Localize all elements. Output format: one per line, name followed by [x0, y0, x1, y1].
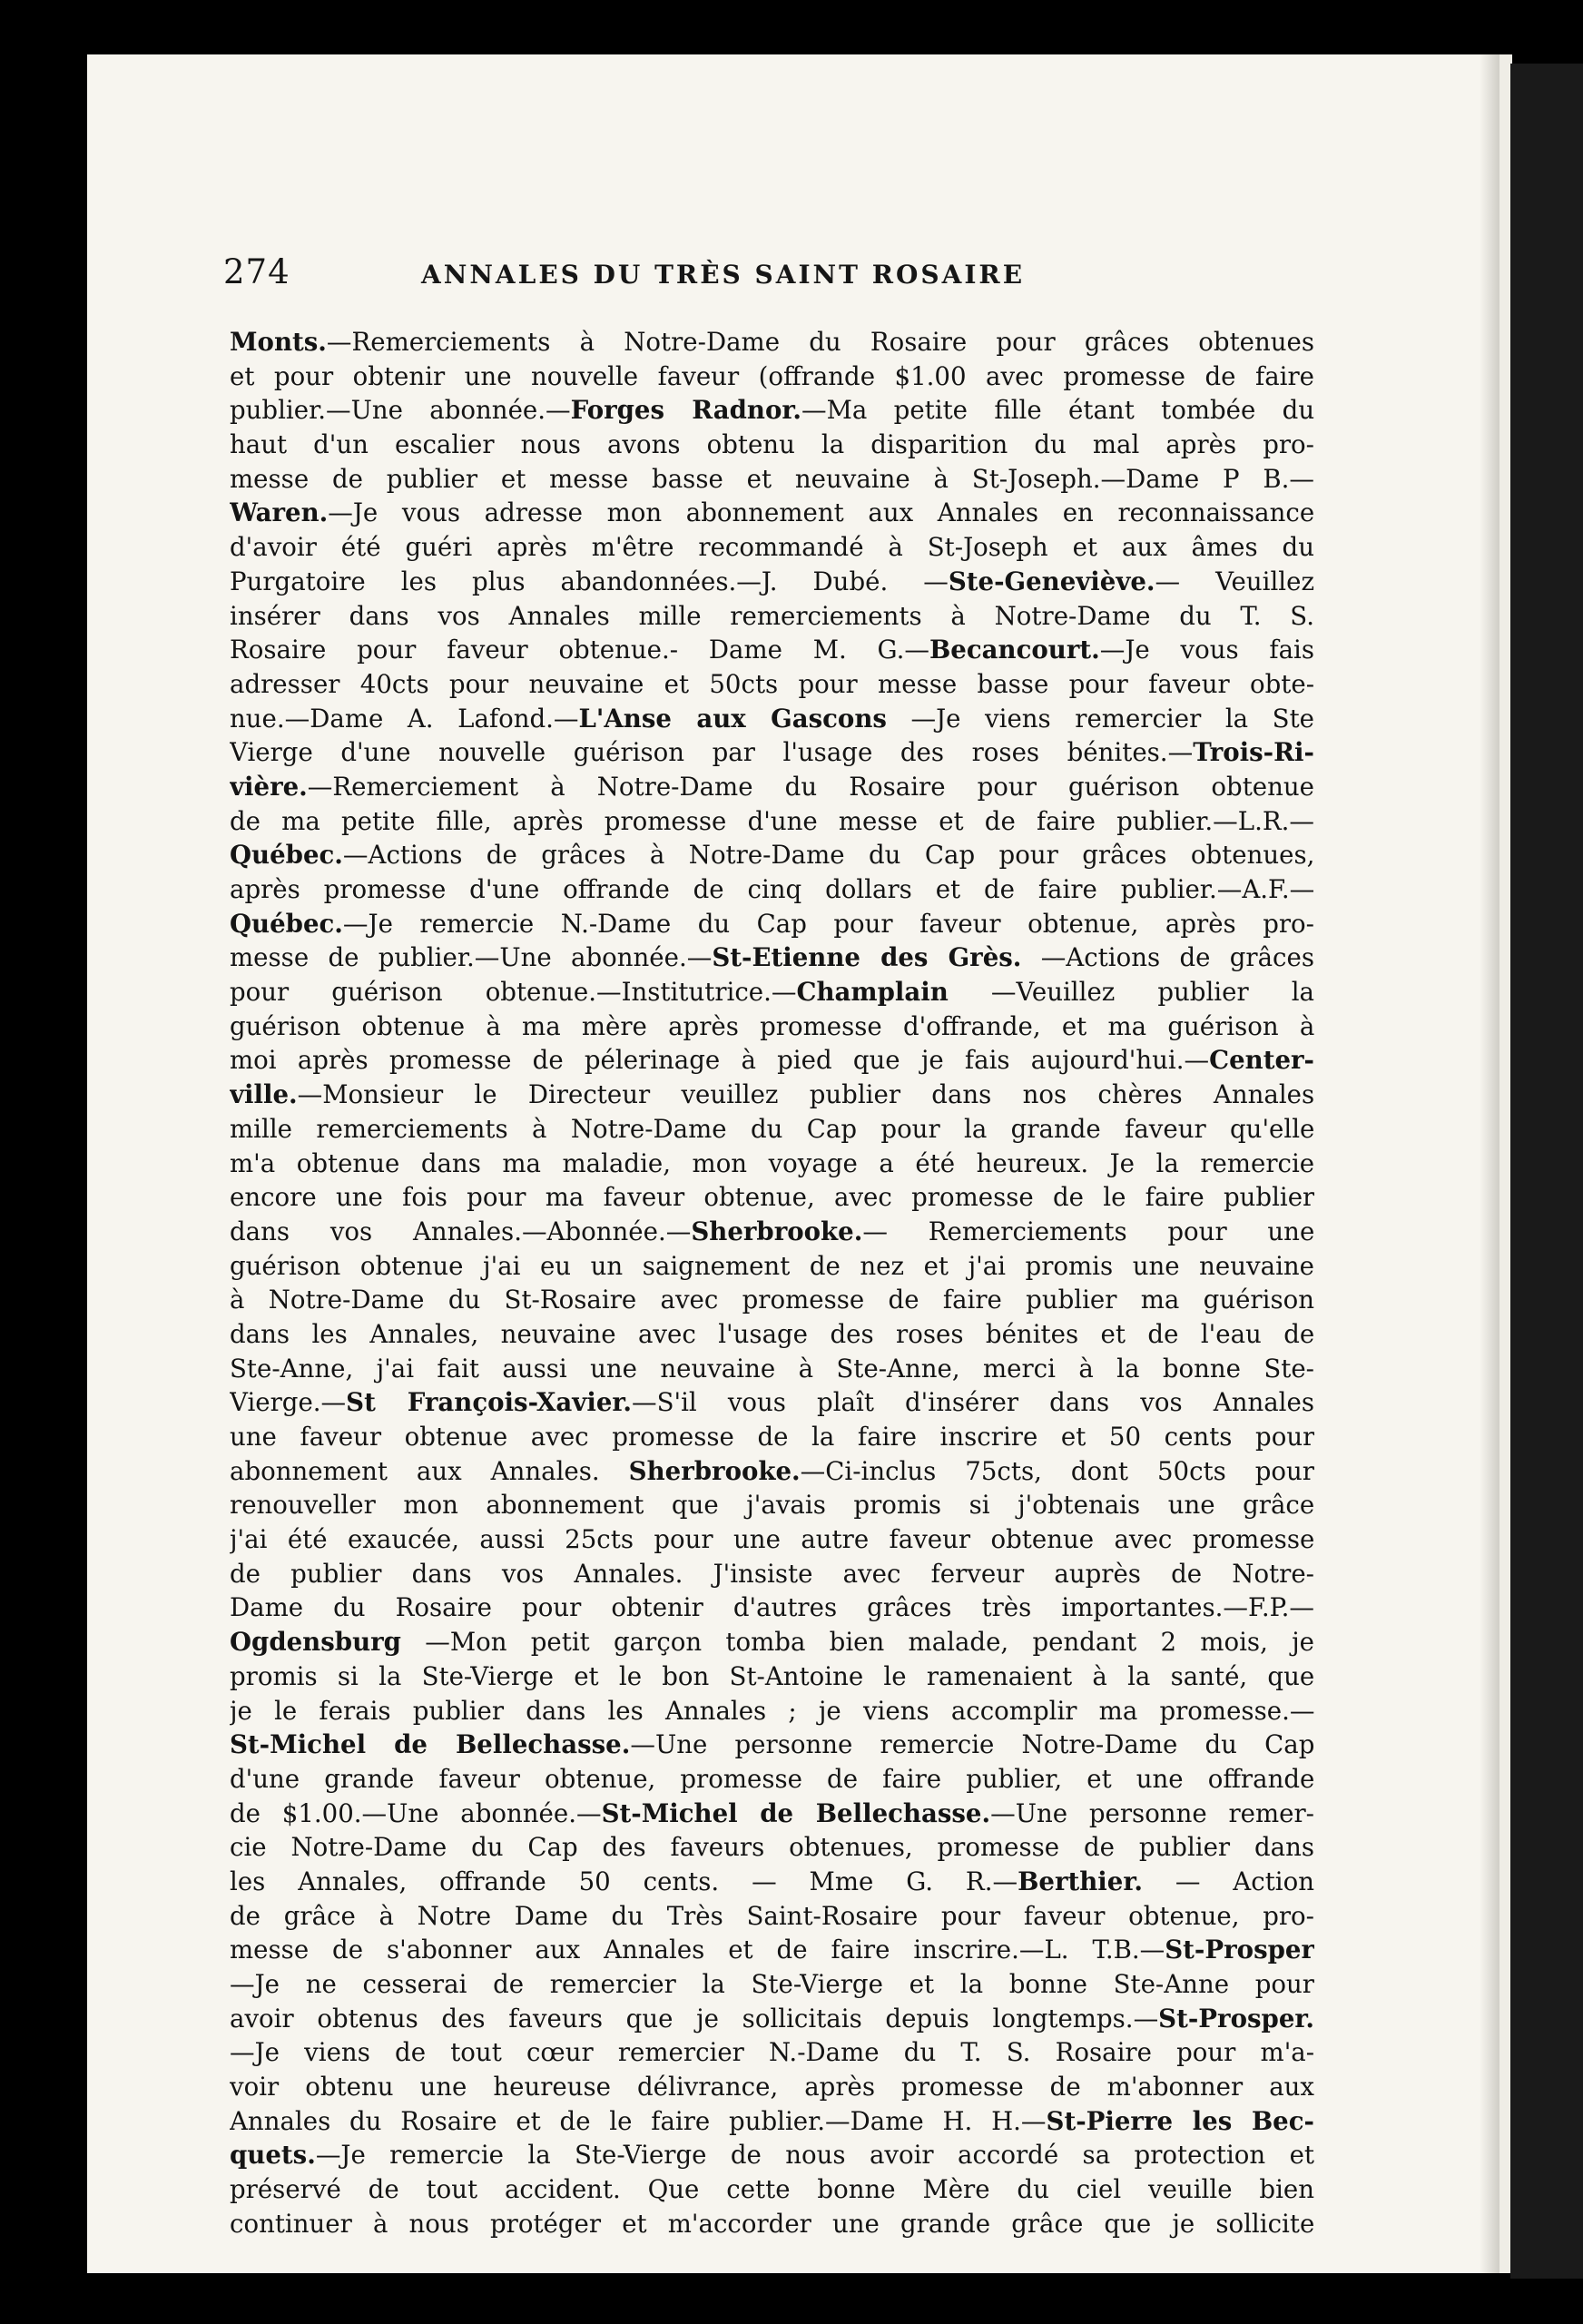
text-line: [230, 975, 1314, 1009]
text-run: Vierge d'une nouvelle guérison par l'usage des roses bénites.—: [230, 737, 1194, 768]
text-run: —Monsieur le Directeur veuillez publier dans nos chères Annales: [297, 1079, 1314, 1110]
text-line: [230, 462, 1314, 497]
page-edge-shadow: [1480, 54, 1499, 2273]
text-run: —Je remercie N.-Dame du Cap pour faveur obtenue, après pro-: [342, 908, 1314, 939]
text-line: [230, 1317, 1314, 1352]
text-run: abonnement aux Annales.: [230, 1455, 629, 1486]
text-run: —Une personne remercie Notre-Dame du Cap: [630, 1729, 1314, 1760]
text-line: [230, 2002, 1314, 2036]
text-run: m'a obtenue dans ma maladie, mon voyage a été heureux. Je la remercie: [230, 1147, 1314, 1178]
text-run: Vierge.—: [230, 1387, 347, 1418]
text-run: préservé de tout accident. Que cette bonne Mère du ciel veuille bien: [230, 2174, 1314, 2205]
text-run: de publier dans vos Annales. J'insiste avec ferveur auprès de Notre-: [230, 1558, 1314, 1589]
text-line: [230, 2035, 1314, 2070]
text-line: [230, 633, 1314, 667]
text-run: continuer à nous protéger et m'accorder une grande grâce que je sollicite: [230, 2208, 1314, 2239]
text-run: et pour obtenir une nouvelle faveur (offrande $1.00 avec promesse de faire: [230, 360, 1314, 391]
page-header: [223, 252, 1313, 316]
place-name: St-Michel de Bellechasse.: [601, 1797, 991, 1828]
place-name: St François-Xavier.: [346, 1387, 632, 1418]
text-line: [230, 1865, 1314, 1899]
text-run: —Remerciements à Notre-Dame du Rosaire pour grâces obtenues: [326, 327, 1314, 357]
text-line: [230, 565, 1314, 599]
body-text: [230, 325, 1314, 2241]
text-run: de ma petite fille, après promesse d'une messe et de faire publier.—L.R.—: [230, 805, 1314, 836]
text-line: [230, 1899, 1314, 1934]
text-run: Rosaire pour faveur obtenue.- Dame M. G.—: [230, 635, 929, 665]
text-run: une faveur obtenue avec promesse de la faire inscrire et 50 cents pour: [230, 1422, 1314, 1452]
text-run: de grâce à Notre Dame du Très Saint-Rosaire pour faveur obtenue, pro-: [230, 1900, 1314, 1931]
place-name: Waren.: [230, 497, 329, 528]
text-line: [230, 1694, 1314, 1728]
text-line: [230, 838, 1314, 872]
text-line: [230, 940, 1314, 975]
scan-border: [1510, 64, 1583, 2279]
text-line: [230, 1590, 1314, 1625]
text-run: insérer dans vos Annales mille remerciements à Notre-Dame du T. S.: [230, 600, 1314, 631]
text-run: adresser 40cts pour neuvaine et 50cts pour messe basse pour faveur obte-: [230, 668, 1314, 699]
place-name: Berthier.: [1018, 1866, 1143, 1896]
text-run: messe de publier et messe basse et neuvaine à St-Joseph.—Dame P B.—: [230, 463, 1314, 494]
text-run: —Je vous adresse mon abonnement aux Annales en reconnaissance: [328, 497, 1314, 528]
text-line: [230, 1249, 1314, 1284]
text-run: —Je ne cesserai de remercier la Ste-Vierge et la bonne Ste-Anne pour: [230, 1969, 1314, 1999]
text-line: [230, 2138, 1314, 2172]
place-name: Sherbrooke.: [628, 1455, 801, 1486]
text-line: [230, 1147, 1314, 1181]
text-line: [230, 530, 1314, 565]
text-line: [230, 1180, 1314, 1215]
text-run: à Notre-Dame du St-Rosaire avec promesse de faire publier ma guérison: [230, 1285, 1314, 1315]
text-run: messe de s'abonner aux Annales et de faire inscrire.—L. T.B.—: [230, 1935, 1165, 1965]
text-run: haut d'un escalier nous avons obtenu la disparition du mal après pro-: [230, 429, 1314, 460]
text-line: [230, 770, 1314, 804]
text-line: [230, 1112, 1314, 1147]
text-line: [230, 1728, 1314, 1762]
text-line: [230, 393, 1314, 428]
text-line: [230, 1043, 1314, 1078]
place-name: Monts.: [230, 327, 327, 357]
text-line: [230, 735, 1314, 770]
text-line: [230, 1967, 1314, 2002]
text-line: [230, 2070, 1314, 2104]
text-line: [230, 1420, 1314, 1454]
text-line: [230, 1522, 1314, 1557]
place-name: Becancourt.: [929, 635, 1100, 665]
text-line: [230, 1385, 1314, 1420]
text-run: —Actions de grâces à Notre-Dame du Cap pour grâces obtenues,: [342, 840, 1314, 871]
text-run: j'ai été exaucée, aussi 25cts pour une autre faveur obtenue avec promesse: [230, 1524, 1314, 1555]
place-name: Center-: [1209, 1045, 1314, 1076]
place-name: Ste-Geneviève.: [948, 566, 1155, 596]
text-line: [230, 1488, 1314, 1522]
text-line: [230, 2104, 1314, 2139]
place-name: Forges Radnor.: [570, 395, 802, 426]
text-run: Ste-Anne, j'ai fait aussi une neuvaine à Ste-Anne, merci à la bonne Ste-: [230, 1353, 1314, 1384]
text-run: —Veuillez publier la: [948, 977, 1314, 1008]
place-name: St-Etienne des Grès.: [712, 942, 1022, 973]
place-name: St-Michel de Bellechasse.: [230, 1729, 631, 1760]
text-run: —Je viens remercier la Ste: [886, 703, 1314, 734]
text-run: —Je viens de tout cœur remercier N.-Dame du T. S. Rosaire pour m'a-: [230, 2037, 1314, 2068]
text-line: [230, 1009, 1314, 1044]
text-run: mille remerciements à Notre-Dame du Cap pour la grande faveur qu'elle: [230, 1113, 1314, 1144]
place-name: Champlain: [796, 977, 949, 1008]
text-run: voir obtenu une heureuse délivrance, après promesse de m'abonner aux: [230, 2072, 1314, 2102]
text-line: [230, 667, 1314, 702]
text-line: [230, 804, 1314, 839]
place-name: Ogdensburg: [230, 1627, 401, 1658]
text-run: —Je remercie la Ste-Vierge de nous avoir accordé sa protection et: [315, 2140, 1314, 2171]
text-run: —S'il vous plaît d'insérer dans vos Annales: [632, 1387, 1314, 1418]
text-run: guérison obtenue à ma mère après promesse d'offrande, et ma guérison à: [230, 1010, 1314, 1041]
text-line: [230, 496, 1314, 530]
text-run: encore une fois pour ma faveur obtenue, avec promesse de le faire publier: [230, 1182, 1314, 1213]
text-line: [230, 907, 1314, 941]
text-line: [230, 1933, 1314, 1967]
place-name: St-Prosper.: [1158, 2003, 1314, 2034]
text-line: [230, 1078, 1314, 1112]
place-name: St-Pierre les Bec-: [1046, 2105, 1314, 2136]
text-run: d'avoir été guéri après m'être recommandé à St-Joseph et aux âmes du: [230, 532, 1314, 563]
text-run: moi après promesse de pélerinage à pied que je fais aujourd'hui.—: [230, 1045, 1210, 1076]
text-run: je le ferais publier dans les Annales ; je viens accomplir ma promesse.—: [230, 1695, 1314, 1726]
text-run: les Annales, offrande 50 cents. — Mme G. R.—: [230, 1866, 1018, 1896]
text-run: Dame du Rosaire pour obtenir d'autres grâces très importantes.—F.P.—: [230, 1592, 1314, 1623]
text-line: [230, 599, 1314, 634]
text-line: [230, 1797, 1314, 1831]
place-name: Québec.: [230, 840, 343, 871]
text-line: [230, 702, 1314, 736]
text-run: cie Notre-Dame du Cap des faveurs obtenues, promesse de publier dans: [230, 1832, 1314, 1863]
text-run: après promesse d'une offrande de cinq dollars et de faire publier.—A.F.—: [230, 874, 1314, 904]
running-head: ANNALES DU TRÈS SAINT ROSAIRE: [421, 260, 1026, 290]
text-run: —Mon petit garçon tomba bien malade, pendant 2 mois, je: [400, 1627, 1314, 1658]
text-run: renouveller mon abonnement que j'avais promis si j'obtenais une grâce: [230, 1490, 1314, 1521]
text-run: nue.—Dame A. Lafond.—: [230, 703, 579, 734]
text-line: [230, 1557, 1314, 1591]
text-line: [230, 359, 1314, 394]
text-line: [230, 1762, 1314, 1797]
text-run: messe de publier.—Une abonnée.—: [230, 942, 713, 973]
text-run: dans les Annales, neuvaine avec l'usage des roses bénites et de l'eau de: [230, 1318, 1314, 1349]
text-line: [230, 1283, 1314, 1317]
text-run: —Ci-inclus 75cts, dont 50cts pour: [800, 1455, 1314, 1486]
text-line: [230, 2207, 1314, 2241]
text-run: publier.—Une abonnée.—: [230, 395, 571, 426]
text-run: avoir obtenus des faveurs que je sollicitais depuis longtemps.—: [230, 2003, 1159, 2034]
text-run: guérison obtenue j'ai eu un saignement de nez et j'ai promis une neuvaine: [230, 1250, 1314, 1281]
text-run: d'une grande faveur obtenue, promesse de faire publier, et une offrande: [230, 1763, 1314, 1794]
text-run: —Ma petite fille étant tombée du: [801, 395, 1314, 426]
text-line: [230, 1659, 1314, 1694]
place-name: St-Prosper: [1165, 1935, 1314, 1965]
place-name: quets.: [230, 2140, 316, 2171]
text-line: [230, 1215, 1314, 1249]
place-name: L'Anse aux Gascons: [578, 703, 887, 734]
page-number: 274: [223, 252, 290, 291]
place-name: vière.: [230, 771, 308, 802]
text-line: [230, 1830, 1314, 1865]
text-run: —Je vous fais: [1099, 635, 1314, 665]
text-run: promis si la Ste-Vierge et le bon St-Antoine le ramenaient à la santé, que: [230, 1660, 1314, 1691]
text-run: dans vos Annales.—Abonnée.—: [230, 1216, 692, 1246]
text-line: [230, 1625, 1314, 1659]
text-line: [230, 428, 1314, 462]
text-run: Purgatoire les plus abandonnées.—J. Dubé. —: [230, 566, 949, 596]
text-line: [230, 325, 1314, 359]
text-run: — Veuillez: [1155, 566, 1314, 596]
text-run: de $1.00.—Une abonnée.—: [230, 1797, 602, 1828]
text-run: Annales du Rosaire et de le faire publier.—Dame H. H.—: [230, 2105, 1047, 2136]
text-line: [230, 1352, 1314, 1386]
text-run: — Action: [1142, 1866, 1314, 1896]
place-name: ville.: [230, 1079, 298, 1110]
text-line: [230, 872, 1314, 907]
text-line: [230, 1454, 1314, 1489]
text-run: pour guérison obtenue.—Institutrice.—: [230, 977, 797, 1008]
text-run: —Une personne remer-: [990, 1797, 1314, 1828]
text-run: —Remerciement à Notre-Dame du Rosaire pour guérison obtenue: [307, 771, 1314, 802]
text-line: [230, 2172, 1314, 2207]
text-run: —Actions de grâces: [1021, 942, 1314, 973]
text-run: — Remerciements pour une: [862, 1216, 1314, 1246]
place-name: Québec.: [230, 908, 343, 939]
place-name: Trois-Ri-: [1193, 737, 1314, 768]
place-name: Sherbrooke.: [691, 1216, 863, 1246]
